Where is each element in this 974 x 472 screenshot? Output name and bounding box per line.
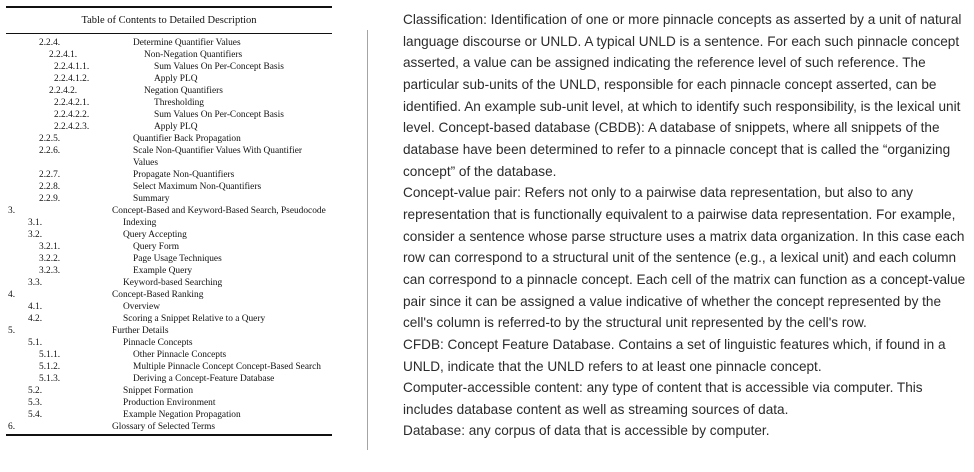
- toc-row-title: Quantifier Back Propagation: [133, 134, 241, 144]
- column-divider: [367, 30, 368, 450]
- toc-row: [6, 109, 332, 121]
- toc-row-number: 5.: [8, 326, 16, 336]
- toc-row-number: 2.2.4.1.1.: [54, 62, 90, 72]
- toc-row-title: Overview: [123, 302, 160, 312]
- toc-row: [6, 121, 332, 133]
- toc-row: [6, 265, 332, 277]
- toc-row-number: 5.4.: [28, 410, 43, 420]
- toc-row: [6, 61, 332, 73]
- toc-row-number: 3.3.: [28, 278, 43, 288]
- toc-row: [6, 301, 332, 313]
- glossary-paragraph: CFDB: Concept Feature Database. Contains a set of linguistic features which, if found in a UNLD, indicate that the UNLD refers to at least one pinnacle concept.: [403, 336, 946, 374]
- toc-row-title: Deriving a Concept-Feature Database: [133, 374, 275, 384]
- toc-row-number: 2.2.4.2.: [49, 86, 78, 96]
- toc-row-title: Summary: [133, 194, 170, 204]
- toc-row-title: Example Negation Propagation: [123, 410, 241, 420]
- toc-row-title: Sum Values On Per-Concept Basis: [154, 62, 284, 72]
- toc-row-title: Query Form: [133, 242, 180, 252]
- toc-row: [6, 325, 332, 337]
- toc-row: [6, 73, 332, 85]
- toc-row: [6, 85, 332, 97]
- toc-row: [6, 349, 332, 361]
- toc-row: [6, 373, 332, 385]
- toc-row: [6, 421, 332, 433]
- toc-row: [6, 385, 332, 397]
- toc-row-title: Query Accepting: [123, 230, 187, 240]
- toc-row-number: 3.: [8, 206, 16, 216]
- toc-row-number: 2.2.4.2.1.: [54, 98, 90, 108]
- toc-row: [6, 145, 332, 169]
- glossary-paragraph: Concept-value pair: Refers not only to a pairwise data representation, but also to any representation that is functionally equivalent to a pairwise data representation. For example, consider a sentence whose parse structure uses a matrix data organization. In this case each row can correspond to a structural unit of the sentence (e.g., a lexical unit) and each column can correspond to a pinnacle concept. Each cell of the matrix can function as a concept-value pair since it can be assigned a value indicative of whether the concept represented by the cell's column is referred-to by the structural unit represented by the cell's row.: [403, 185, 966, 331]
- toc-row-title: Multiple Pinnacle Concept Concept-Based Search: [133, 362, 321, 372]
- toc-row: [6, 289, 332, 301]
- toc-row: [6, 205, 332, 217]
- glossary-paragraph: Computer-accessible content: any type of content that is accessible via computer. This includes database content as well as streaming sources of data.: [403, 380, 923, 417]
- toc-row-title: Other Pinnacle Concepts: [133, 350, 227, 360]
- toc-row-title: Negation Quantifiers: [144, 86, 223, 96]
- toc-row-number: 5.3.: [28, 398, 43, 408]
- toc-row-title: Non-Negation Quantifiers: [144, 50, 243, 60]
- toc-row-number: 2.2.5.: [39, 134, 61, 144]
- toc-row-number: 5.1.2.: [39, 362, 61, 372]
- toc-row: [6, 229, 332, 241]
- toc-row-title: Indexing: [123, 218, 157, 228]
- toc-row-number: 3.2.1.: [39, 242, 61, 252]
- toc-bottom-rule: [6, 434, 332, 436]
- toc-row: [6, 241, 332, 253]
- toc-row-number: 4.: [8, 290, 16, 300]
- toc-row-title: Thresholding: [154, 98, 204, 108]
- toc-title: Table of Contents to Detailed Description: [81, 15, 257, 26]
- toc-row: [6, 397, 332, 409]
- toc-row-title: Keyword-based Searching: [123, 278, 223, 288]
- toc-row-number: 3.1.: [28, 218, 43, 228]
- toc-row-title: Select Maximum Non-Quantifiers: [133, 182, 262, 192]
- toc-row-title: Further Details: [112, 326, 169, 336]
- toc-row-number: 5.1.3.: [39, 374, 61, 384]
- toc-row-number: 6.: [8, 422, 16, 432]
- toc-row-title: Determine Quantifier Values: [133, 38, 241, 48]
- toc-row-title: Snippet Formation: [123, 386, 194, 396]
- toc-row-title: Apply PLQ: [154, 122, 198, 132]
- toc-rows: [6, 34, 332, 433]
- toc-row-number: 2.2.8.: [39, 182, 61, 192]
- toc-row-title: Page Usage Techniques: [133, 254, 222, 264]
- toc-row: [6, 193, 332, 205]
- toc-row-number: 5.1.1.: [39, 350, 61, 360]
- toc-row: [6, 361, 332, 373]
- glossary-paragraph: Database: any corpus of data that is accessible by computer.: [403, 423, 770, 439]
- glossary-text: [403, 9, 969, 442]
- toc-row: [6, 49, 332, 61]
- toc-row-title: Concept-Based and Keyword-Based Search, Pseudocode: [112, 206, 326, 216]
- toc-row-number: 2.2.4.2.3.: [54, 122, 90, 132]
- toc-row-title: Sum Values On Per-Concept Basis: [154, 110, 284, 120]
- toc-row: [6, 337, 332, 349]
- toc-row: [6, 217, 332, 229]
- toc-row-number: 3.2.3.: [39, 266, 61, 276]
- toc-row-title: Scoring a Snippet Relative to a Query: [123, 314, 266, 324]
- toc-row-number: 5.1.: [28, 338, 43, 348]
- toc-row-title: Pinnacle Concepts: [123, 338, 193, 348]
- toc-row-number: 2.2.4.1.2.: [54, 74, 90, 84]
- toc-table: [6, 6, 332, 436]
- toc-row-number: 2.2.7.: [39, 170, 61, 180]
- toc-row-number: 2.2.6.: [39, 146, 61, 156]
- toc-row-title: Scale Non-Quantifier Values With Quantifier Values: [133, 146, 303, 168]
- toc-row: [6, 37, 332, 49]
- toc-row-number: 3.2.: [28, 230, 43, 240]
- toc-row-number: 4.1.: [28, 302, 43, 312]
- toc-row-title: Propagate Non-Quantifiers: [133, 170, 235, 180]
- toc-row: [6, 181, 332, 193]
- toc-row-number: 2.2.4.: [39, 38, 61, 48]
- toc-row: [6, 313, 332, 325]
- toc-row-title: Glossary of Selected Terms: [112, 422, 216, 432]
- toc-row: [6, 277, 332, 289]
- toc-row: [6, 253, 332, 265]
- toc-row: [6, 97, 332, 109]
- toc-row-number: 5.2.: [28, 386, 43, 396]
- toc-row: [6, 409, 332, 421]
- toc-row: [6, 133, 332, 145]
- toc-row-number: 3.2.2.: [39, 254, 61, 264]
- toc-row-number: 2.2.4.1.: [49, 50, 78, 60]
- toc-row-title: Apply PLQ: [154, 74, 198, 84]
- toc-row-title: Concept-Based Ranking: [112, 290, 204, 300]
- toc-row-title: Production Environment: [123, 398, 216, 408]
- toc-row-title: Example Query: [133, 266, 193, 276]
- toc-row-number: 2.2.9.: [39, 194, 61, 204]
- toc-row: [6, 169, 332, 181]
- toc-row-number: 2.2.4.2.2.: [54, 110, 90, 120]
- glossary-paragraph: Classification: Identification of one or more pinnacle concepts as asserted by a unit of natural language discourse or UNLD. A typical UNLD is a sentence. For each such pinnacle concept asserted, a value can be assigned indicating the reference level of such reference. The particular sub-units of the UNLD, responsible for each pinnacle concept asserted, can be identified. An example sub-unit level, at which to identify such responsibility, is the lexical unit level. Concept-based database (CBDB): A database of snippets, where all snippets of the database have been determined to refer to a pinnacle concept that is called the “organizing concept” of the database.: [403, 12, 962, 179]
- toc-row-number: 4.2.: [28, 314, 43, 324]
